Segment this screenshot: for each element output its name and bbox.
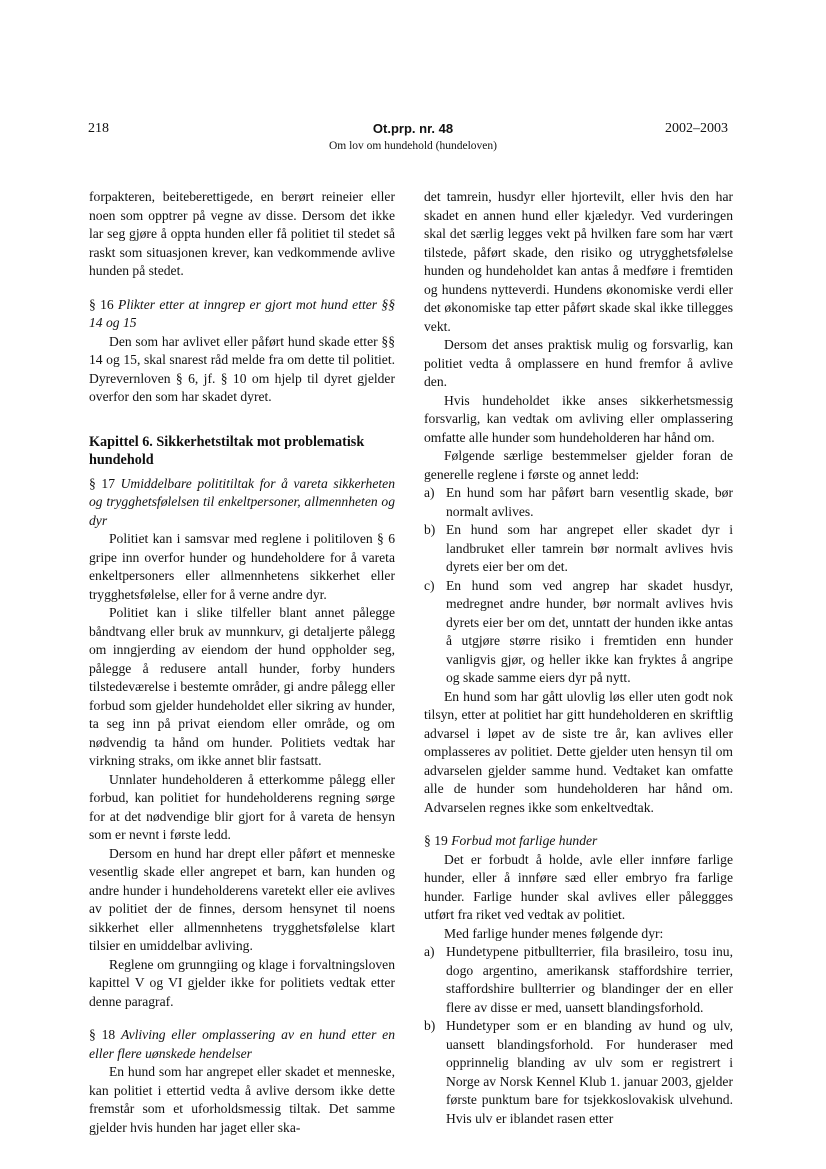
chapter-heading: Kapittel 6. Sikkerhetstiltak mot problematisk hundehold xyxy=(89,433,365,468)
paragraph: Dersom en hund har drept eller påført et menneske vesentlig skade eller angrepet et barn, kan hunden og andre hunder i hundeholderens varetekt eller eie avlives av politiet der de finnes, dersom hensynet til noens sikkerhet eller allmennhetens trygghetsfølelse klart tilsier en umiddelbar avliving. xyxy=(89,845,395,953)
paragraph: Hvis hundeholdet ikke anses sikkerhetsmessig forsvarlig, kan vedtak om avliving eller omplassering omfatte alle hunder som hundeholderen har hånd om. xyxy=(424,392,733,445)
section-heading-19 xyxy=(424,832,733,851)
section-heading-17 xyxy=(89,475,395,531)
list-item xyxy=(424,943,733,1017)
list-text: Hundetyper som er en blanding av hund og ulv, uansett blandingsforhold. For hunderaser med opprinnelig blanding av ulv som er registrert i Norge av Norsk Kennel Klub 1. januar 2003, gjelder første punktum bare for tsjekkoslovakisk ulvehund. Hvis ulv er iblandet rasen etter xyxy=(446,1018,733,1126)
paragraph: Politiet kan i samsvar med reglene i politiloven § 6 gripe inn overfor hunder og hundeholdere for å vareta enkeltpersoners eller allmennhetens sikkerhet eller trygghetsfølelse, eller for å verne andre dyr. xyxy=(89,531,395,602)
section-number: § 19 xyxy=(424,833,452,848)
paragraph: Unnlater hundeholderen å etterkomme pålegg eller forbud, kan politiet for hundeholderens regning sørge for at det nødvendige blir gjort for å vareta de hensyn som er nevnt i første ledd. xyxy=(89,771,395,842)
list-marker: b) xyxy=(424,522,436,537)
list-text: En hund som har angrepet eller skadet dyr i landbruket eller tamrein bør normalt avlives hvis dyrets eier ber om det. xyxy=(446,522,733,574)
document-reference: Ot.prp. nr. 48 xyxy=(372,121,454,136)
paragraph: Dersom det anses praktisk mulig og forsvarlig, kan politiet vedta å omplassere en hund fremfor å avlive den. xyxy=(424,337,733,389)
list-marker: c) xyxy=(424,577,435,593)
document-subtitle: Om lov om hundehold (hundeloven) xyxy=(328,140,497,152)
section-number: § 17 xyxy=(89,475,121,491)
section-title: Forbud mot farlige hunder xyxy=(451,833,598,848)
session-year: 2002–2003 xyxy=(665,121,728,136)
paragraph: En hund som har gått ulovlig løs eller uten godt nok tilsyn, etter at politiet har gitt hundeholderen en skriftlig advarsel i løpet av de siste tre år, kan avlives eller omplasseres av politiet. Dette gjelder uten hensyn til om advarselen gjelder samme hund. Vedtaket kan omfatte alle de hunder som hundeholderen har hånd om. Advarselen regnes ikke som enkeltvedtak. xyxy=(424,688,733,815)
section-title: Plikter etter at inngrep er gjort mot hund etter §§ 14 og 15 xyxy=(89,296,395,330)
list-text: En hund som ved angrep har skadet husdyr, medregnet andre hunder, bør normalt avlives hvis dyrets eier ber om det, unntatt der hunden ikke antas å utgjøre større risiko i fremtiden enn hunder vanligvis gjør, og heller ikke kan fryktes å angripe og skade samme eiers dyr på nytt. xyxy=(446,577,733,685)
paragraph: Den som har avlivet eller påført hund skade etter §§ 14 og 15, skal snarest råd melde fra om dette til politiet. Dyrevernloven § 6, jf. § 10 om hjelp til dyret gjelder overfor den som har skadet dyret. xyxy=(89,333,395,404)
paragraph: Politiet kan i slike tilfeller blant annet pålegge båndtvang eller bruk av munnkurv, gi detaljerte pålegg om inngjerding av eiendom der hund oppholder seg, pålegge å redusere antall hunder, forby hunders tilstedeværelse i bestemte områder, gi andre pålegg eller forbud som gjelder hundeholdet eller sikring av hunder, ta seg inn på privat eiendom eller område, og om nødvendig ta hånd om hunder. Politiets vedtak har virkning straks, om ikke annet blir fastsatt. xyxy=(89,605,395,768)
right-column xyxy=(424,188,733,1128)
list-item xyxy=(424,1017,733,1128)
list-marker: a) xyxy=(424,944,435,959)
paragraph: Reglene om grunngiing og klage i forvaltningsloven kapittel V og VI gjelder ikke for politiets vedtak etter denne paragraf. xyxy=(89,956,395,1009)
section-title: Umiddelbare polititiltak for å vareta sikkerheten og trygghetsfølelsen til enkeltpersoner, allmennheten og dyr xyxy=(89,475,395,528)
paragraph: Følgende særlige bestemmelser gjelder foran de generelle reglene i første og annet ledd: xyxy=(424,448,733,482)
list-item xyxy=(424,577,733,688)
list-item xyxy=(424,521,733,577)
paragraph: forpakteren, beiteberettigede, en berørt reineier eller noen som opptrer på vegne av disse. Dersom det ikke lar seg gjøre å oppta hunden eller få politiet til stedet så raskt som situasjonen krever, kan vedkommende avlive hunden på stedet. xyxy=(89,189,395,278)
section-title: Avliving eller omplassering av en hund etter en eller flere uønskede hendelser xyxy=(89,1027,396,1061)
section-number: § 18 xyxy=(89,1027,122,1042)
list-text: En hund som har påført barn vesentlig skade, bør normalt avlives. xyxy=(446,485,733,519)
section-heading-18 xyxy=(89,1026,395,1063)
paragraph: Med farlige hunder menes følgende dyr: xyxy=(444,925,664,941)
list-item xyxy=(424,484,733,521)
paragraph: Det er forbudt å holde, avle eller innføre farlige hunder, eller å innføre sæd eller embryo fra farlige hunder. Farlige hunder skal avlives eller påleggges utført fra riket ved vedtak av politiet. xyxy=(424,851,733,922)
page-number: 218 xyxy=(88,121,109,136)
left-column xyxy=(89,188,395,1137)
list-marker: b) xyxy=(424,1018,436,1033)
list-text: Hundetypene pitbullterrier, fila brasileiro, tosu inu, dogo argentino, amerikansk staffordshire terrier, staffordshire bullterrier og blandinger der en eller flere av disse er med, uansett blandingsforhold. xyxy=(446,944,733,1015)
paragraph: det tamrein, husdyr eller hjortevilt, eller hvis den har skadet en annen hund eller kjæledyr. Ved vurderingen skal det særlig legges vekt på hvilken fare som har vært tilstede, påført skade, den risiko og utrygghetsfølelse hunden og hundeholdet kan antas å medføre i fremtiden og hundens nytteverdi. Hundens økonomiske verdi eller det økonomiske tap etter påført skade skal ikke tillegges vekt. xyxy=(424,189,733,334)
section-heading-16 xyxy=(89,296,395,333)
section-number: § 16 xyxy=(89,296,119,312)
list-marker: a) xyxy=(424,485,435,500)
paragraph: En hund som har angrepet eller skadet et menneske, kan politiet i ettertid vedta å avlive dersom ikke dette fremstår som et uforholdsmessig tiltak. Det samme gjelder hvis hunden har jaget eller ska- xyxy=(89,1064,395,1135)
